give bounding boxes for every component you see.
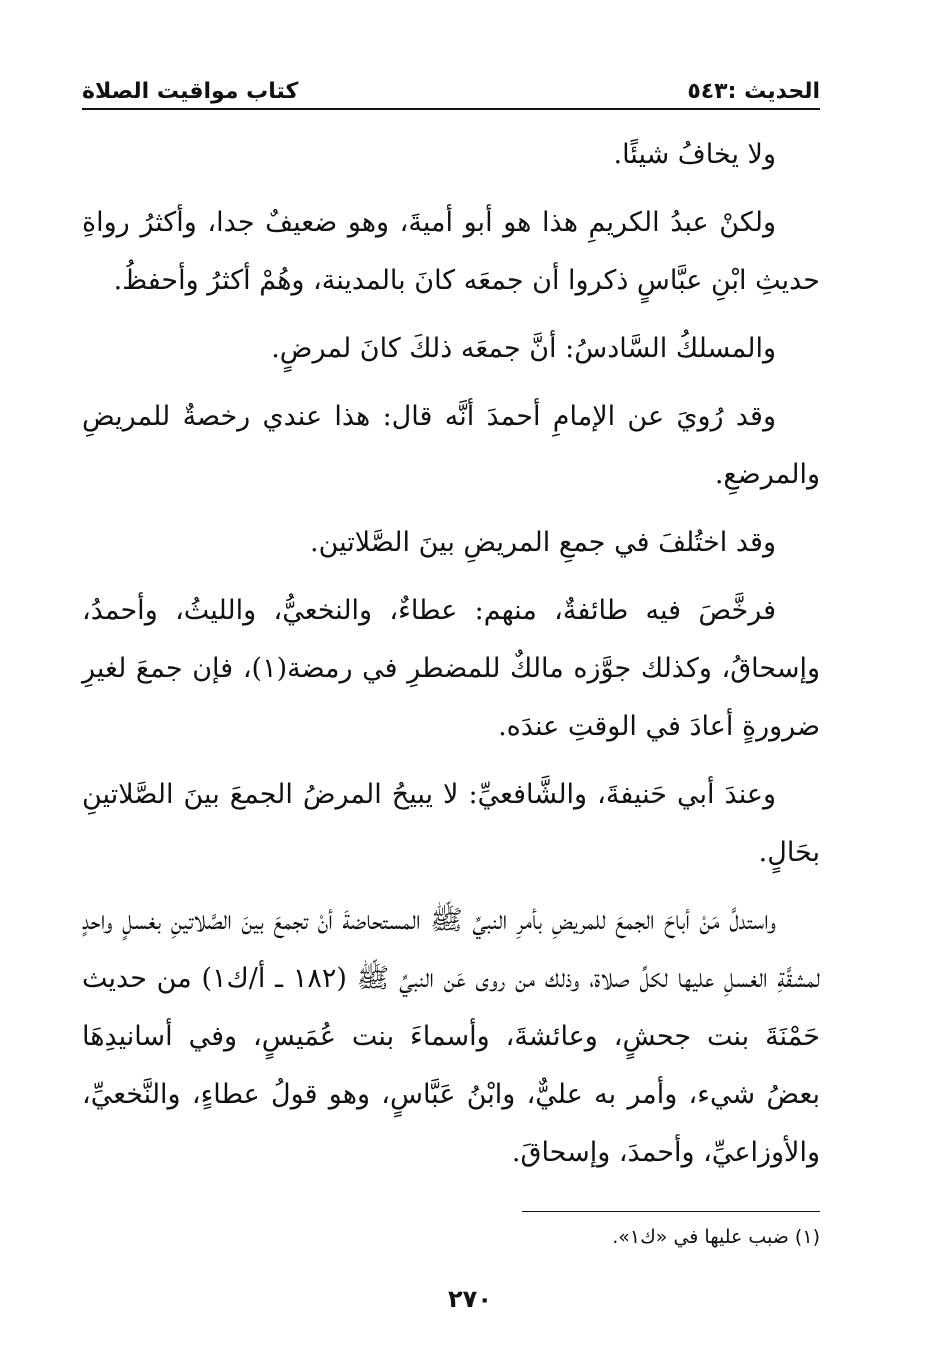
paragraph: وقد اختُلفَ في جمعِ المريضِ بينَ الصَّلاتين. xyxy=(309,527,776,558)
footnote: (١) ضبب عليها في «ك١». xyxy=(612,1226,820,1248)
paragraph: وقد رُويَ عن الإمامِ أحمدَ أنَّه قال: هذا عندي رخصةٌ للمريضِ والمرضعِ. xyxy=(82,401,820,490)
paragraph: واستدلَّ مَنْ أباحَ الجمعَ للمريضِ بأمرِ النبيِّ ﷺ المستحاضةَ أنْ تجمعَ بينَ الصَّلاتينِ بغسلٍ واحدٍ لمشقَّةِ الغسلِ عليها لكلِّ صلاة، وذلك من روى عَن النبيِّ ﷺ (١٨٢ ـ أ/ك١) من حديث حَمْنَةَ بنت جحشٍ، وعائشةَ، وأسماءَ بنت عُمَيسٍ، وفي أسانيدِهَا بعضُ شيء، وأمر به عليٌّ، وابْنُ عَبَّاسٍ، وهو قولُ عطاءٍ، والنَّخعيِّ، والأوزاعيِّ، وأحمدَ، وإسحاقَ. xyxy=(82,905,820,1168)
main-text xyxy=(82,126,820,1182)
paragraph: وعندَ أبي حَنيفةَ، والشَّافعيِّ: لا يبيحُ المرضُ الجمعَ بينَ الصَّلاتينِ بحَالٍ. xyxy=(82,779,820,868)
hadith-number: الحديث :٥٤٣ xyxy=(687,79,820,104)
paragraph: والمسلكُ السَّادسُ: أنَّ جمعَه ذلكَ كانَ لمرضٍ. xyxy=(271,333,776,364)
running-header xyxy=(82,60,820,104)
paragraph: ولا يخافُ شيئًا. xyxy=(613,139,776,170)
book-title: كتاب مواقيت الصلاة xyxy=(82,79,299,104)
paragraph: ولكنْ عبدُ الكريمِ هذا هو أبو أميةَ، وهو ضعيفٌ جدا، وأكثرُ رواةِ حديثِ ابْنِ عبَّاسٍ ذكروا أن جمعَه كانَ بالمدينة، وهُمْ أكثرُ وأحفظُ. xyxy=(82,207,820,296)
footnote-rule xyxy=(522,1211,820,1212)
paragraph: فرخَّصَ فيه طائفةٌ، منهم: عطاءٌ، والنخعيُّ، والليثُ، وأحمدُ، وإسحاقُ، وكذلك جوَّزه مالكٌ للمضطرِ في رمضة(١)، فإن جمعَ لغيرِ ضرورةٍ أعادَ في الوقتِ عندَه. xyxy=(82,595,820,742)
header-rule xyxy=(82,108,820,110)
page-number: ٢٧٠ xyxy=(448,1285,492,1313)
